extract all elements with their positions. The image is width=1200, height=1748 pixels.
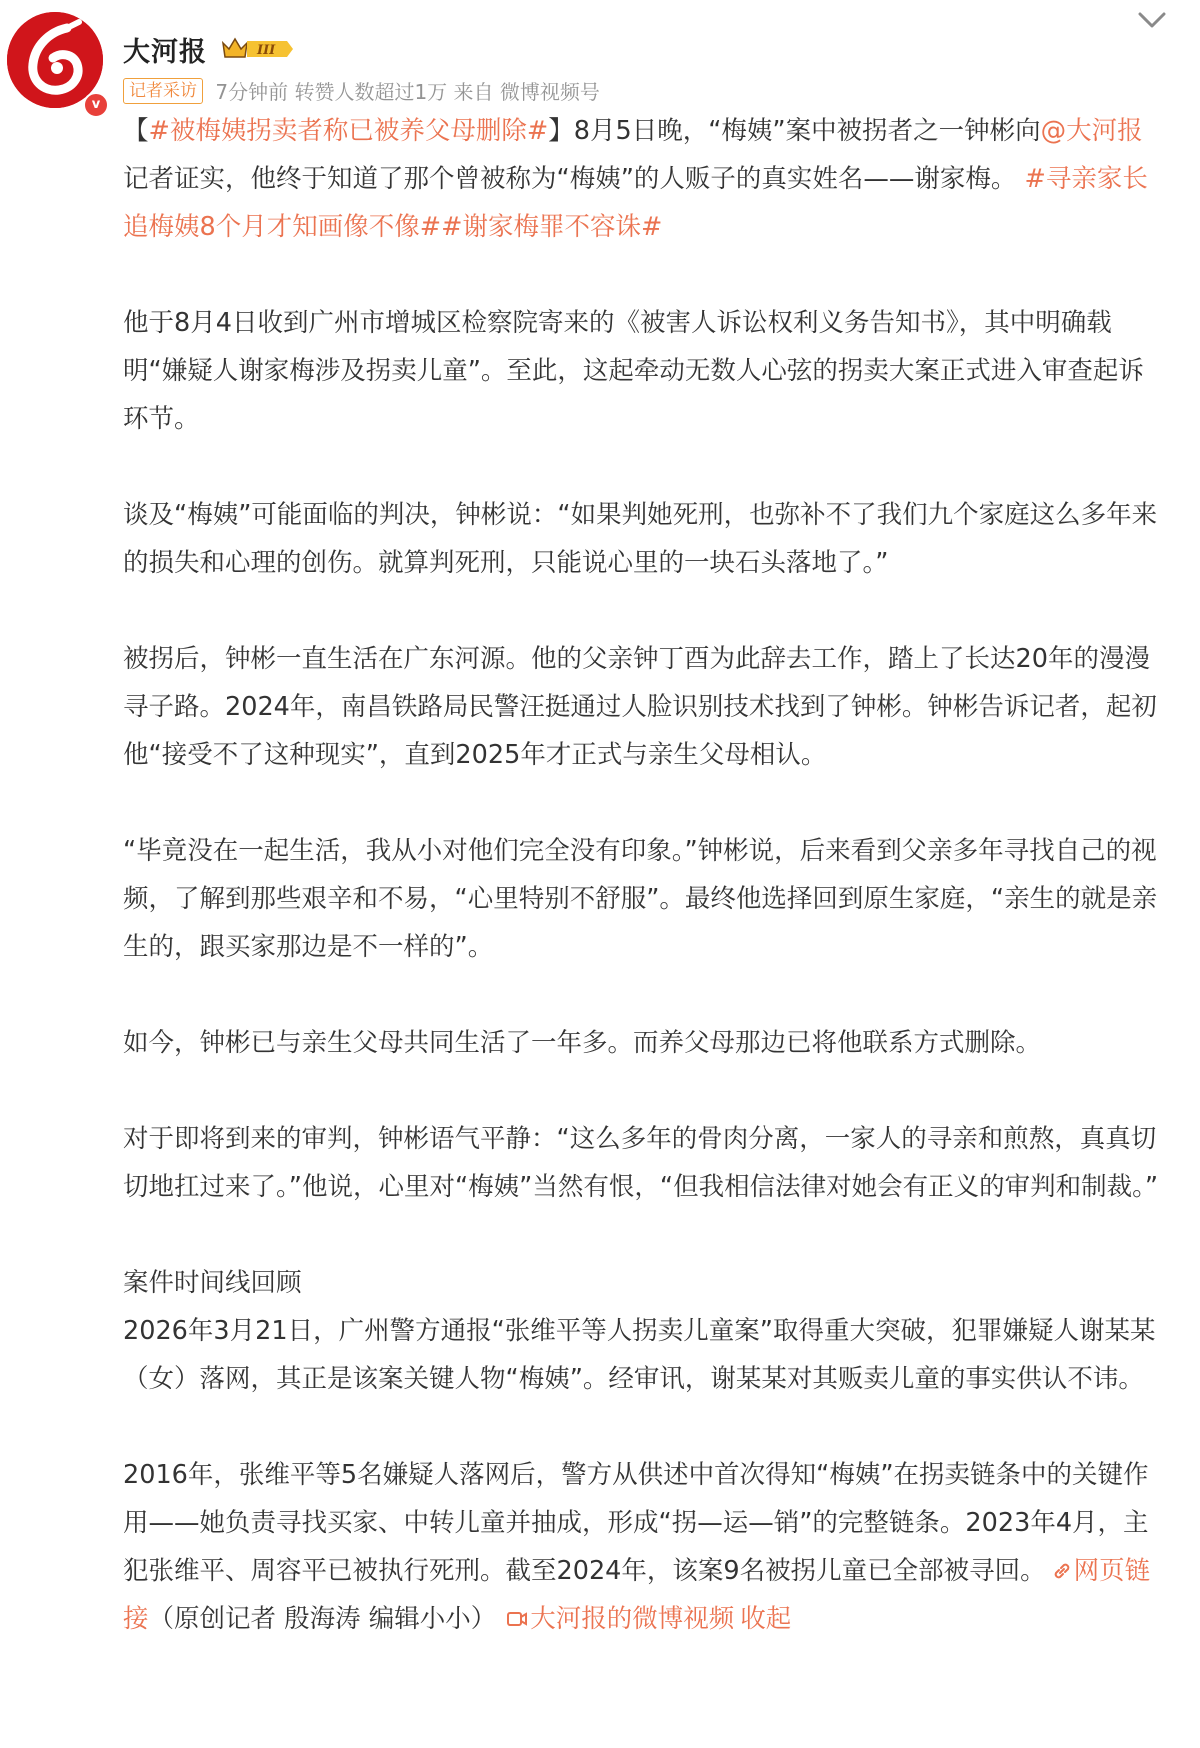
paragraph: 他于8月4日收到广州市增城区检察院寄来的《被害人诉讼权利义务告知书》，其中明确载明“嫌疑人谢家梅涉及拐卖儿童”。至此，这起牵动无数人心弦的拐卖大案正式进入审查起诉环节。 — [123, 308, 1144, 434]
paragraph: 如今，钟彬已与亲生父母共同生活了一年多。而养父母那边已将他联系方式删除。 — [123, 1028, 1042, 1058]
post-header — [0, 0, 1200, 110]
chevron-down-icon[interactable] — [1136, 8, 1168, 32]
web-link[interactable]: 网页链接 — [123, 1556, 1151, 1634]
repost-count: 转赞人数超过1万 — [294, 80, 448, 104]
paragraph: 2026年3月21日，广州警方通报“张维平等人拐卖儿童案”取得重大突破，犯罪嫌疑人谢某某（女）落网，其正是该案关键人物“梅姨”。经审讯，谢某某对其贩卖儿童的事实供认不讳。 — [123, 1316, 1156, 1394]
verified-icon: v — [83, 92, 109, 118]
badge-level: III — [257, 43, 276, 58]
video-icon — [506, 1609, 528, 1629]
member-badge-icon[interactable] — [221, 35, 295, 63]
mention-link[interactable]: @大河报 — [1040, 116, 1143, 146]
post-time[interactable]: 7分钟前 — [215, 80, 289, 104]
paragraph: “毕竟没在一起生活，我从小对他们完全没有印象。”钟彬说，后来看到父亲多年寻找自己的视频，了解到那些艰辛和不易，“心里特别不舒服”。最终他选择回到原生家庭，“亲生的就是亲生的，跟买家那边是不一样的”。 — [123, 836, 1158, 962]
topic-link-2[interactable]: #寻亲家长追梅姨8个月才知画像不像# — [123, 164, 1148, 242]
post-intro: 【#被梅姨拐卖者称已被养父母删除#】8月5日晚，“梅姨”案中被拐者之一钟彬向@大河报 记者证实，他终于知道了那个曾被称为“梅姨”的人贩子的真实姓名——谢家梅。 #寻亲家长追梅姨8个月才知画像不像##谢家梅罪不容诛# — [123, 116, 1148, 242]
topic-link-3[interactable]: #谢家梅罪不容诛# — [441, 212, 663, 242]
post-source[interactable]: 来自 微博视频号 — [453, 80, 600, 104]
paragraph: 谈及“梅姨”可能面临的判决，钟彬说：“如果判她死刑，也弥补不了我们九个家庭这么多年来的损失和心理的创伤。就算判死刑，只能说心里的一块石头落地了。” — [123, 500, 1158, 578]
link-icon — [1052, 1561, 1072, 1581]
paragraph-last: 2016年，张维平等5名嫌疑人落网后，警方从供述中首次得知“梅姨”在拐卖链条中的关键作用——她负责寻找买家、中转儿童并抽成，形成“拐—运—销”的完整链条。2023年4月，主犯张维平、周容平已被执行死刑。截至2024年，该案9名被拐儿童已全部被寻回。 网页链接（原创记者 殷海涛 编辑小小） 大河报的微博视频 收起 — [123, 1460, 1151, 1634]
paragraph: 被拐后，钟彬一直生活在广东河源。他的父亲钟丁酉为此辞去工作，踏上了长达20年的漫漫寻子路。2024年，南昌铁路局民警汪挺通过人脸识别技术找到了钟彬。钟彬告诉记者，起初他“接受不了这种现实”，直到2025年才正式与亲生父母相认。 — [123, 644, 1157, 770]
video-link[interactable]: 大河报的微博视频 — [506, 1604, 734, 1634]
username[interactable]: 大河报 — [123, 37, 207, 68]
timeline-title: 案件时间线回顾 — [123, 1268, 302, 1298]
paragraph: 对于即将到来的审判，钟彬语气平静：“这么多年的骨肉分离，一家人的寻亲和煎熬，真真切切地扛过来了。”他说，心里对“梅姨”当然有恨，“但我相信法律对她会有正义的审判和制裁。” — [123, 1124, 1159, 1202]
topic-link-main[interactable]: #被梅姨拐卖者称已被养父母删除# — [148, 116, 549, 146]
post-meta — [123, 76, 600, 104]
source-tag: 记者采访 — [123, 78, 203, 104]
collapse-link[interactable]: 收起 — [740, 1604, 792, 1634]
avatar[interactable] — [7, 12, 103, 112]
post-body — [123, 107, 1168, 1643]
